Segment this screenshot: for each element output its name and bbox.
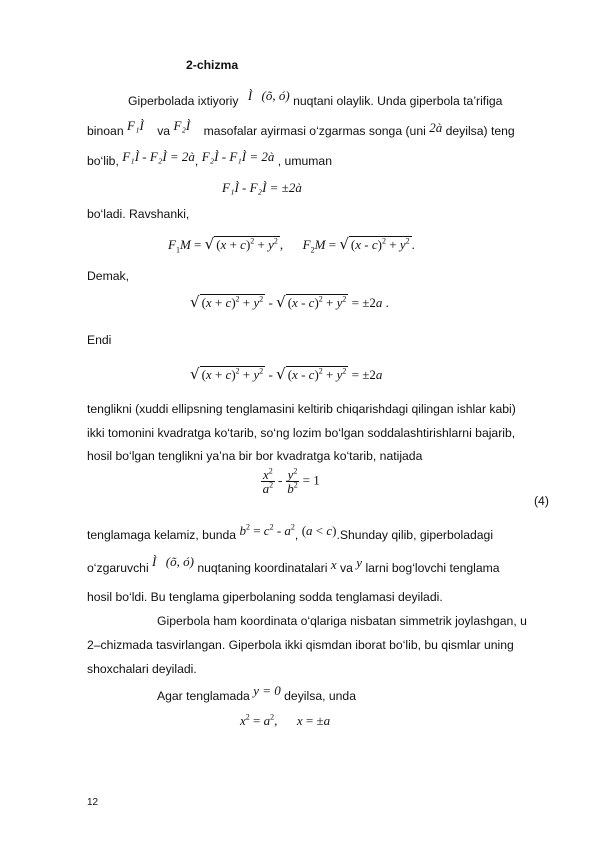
math-coords: (õ, ó): [165, 554, 194, 569]
page-number: 12: [87, 797, 99, 808]
text: deyilsa, unda: [284, 689, 356, 703]
text: Agar tenglamada: [157, 689, 250, 703]
text: deyilsa) teng: [445, 124, 515, 138]
math-diff2: F₂Ì - F₁Ì = 2à: [201, 149, 275, 164]
text-line: [87, 118, 515, 139]
text-line: ikki tomonini kvadratga ko‘tarib, so‘ng lozim bo‘lgan soddalashtirishlarni bajarib,: [87, 426, 516, 440]
text: larni bog‘lovchi tenglama: [365, 561, 500, 575]
equation-general: F₁Ì - F₂Ì = ±2à: [222, 180, 302, 195]
math-2a: 2à: [429, 120, 443, 135]
equation-endi: √ $(x + c)^2 + y^2$ - √ $(x - c)^2 + y^2 = \pm 2a$: [190, 365, 383, 383]
equation-final: $x^2 = a^2$, x = ±a: [240, 712, 331, 728]
math-point: Ì: [247, 88, 253, 103]
math-y-eq-0: y = 0: [253, 683, 281, 698]
text-line: Endi: [87, 333, 112, 347]
text-line: bo‘lib, F₁Ì - F₂Ì = 2à, F₂Ì - F₁Ì = 2à , umuman: [87, 149, 332, 168]
text-line: bo‘ladi. Ravshanki,: [87, 207, 190, 221]
text-line: hosil bo‘lgan tenglikni ya’na bir bor kvadratga ko‘tarib, natijada: [87, 449, 423, 463]
math-point: Ì: [152, 554, 157, 569]
text: masofalar ayirmasi o‘zgarmas songa (uni: [203, 124, 426, 138]
text-line: Demak,: [87, 269, 129, 283]
figure-caption: 2-chizma: [186, 58, 239, 72]
text: o‘zgaruvchi: [87, 561, 149, 575]
text: tenglamaga kelamiz, bunda: [87, 528, 237, 542]
text: Giperbolada ixtiyoriy: [128, 94, 239, 108]
equation-canonical: $\frac{x^2}{a^2}$ - $\frac{y^2}{b^2}$ = 1: [262, 466, 320, 496]
text: , umuman: [277, 154, 332, 168]
text-line: [157, 683, 356, 704]
math-F1M: F₁Ì: [127, 118, 144, 133]
text-line: tenglamaga kelamiz, bunda $b^2 = c^2 - a^2$, (a < c).Shunday qilib, giperboladagi: [87, 522, 494, 542]
text-line: shoxchalari deyiladi.: [87, 662, 197, 676]
math-diff1: F₁Ì - F₂Ì = 2à: [122, 149, 195, 164]
text: va: [157, 124, 171, 138]
math-a-lt-c: (a < c): [301, 523, 337, 538]
math-F2M: F₂Ì: [173, 118, 191, 133]
math-b2: $b^2 = c^2 - a^2$: [239, 522, 295, 538]
equation-demak: √ $(x + c)^2 + y^2$ - √ $(x - c)^2 + y^2 = \pm 2a$ .: [190, 293, 389, 311]
text: nuqtani olaylik. Unda giperbola ta’rifiga: [293, 94, 503, 108]
text: nuqtaning koordinatalari: [197, 561, 328, 575]
equation-distances: $F_1M$ = √ $(x + c)^2 + y^2$ , $F_2M$ = √ $(x - c)^2 + y^2$ .: [168, 235, 415, 255]
text-line: 2–chizmada tasvirlangan. Giperbola ikki qismdan iborat bo‘lib, bu qismlar uning: [87, 638, 514, 652]
math-coords: (õ, ó): [261, 88, 290, 103]
math-x: x: [330, 557, 337, 572]
math-y: y: [356, 555, 363, 570]
text: .Shunday qilib, giperboladagi: [336, 528, 494, 542]
text: binoan: [87, 124, 124, 138]
text-line: tenglikni (xuddi ellipsning tenglamasini keltirib chiqarishdagi qilingan ishlar kabi): [87, 402, 516, 416]
equation-number: (4): [534, 494, 549, 508]
text: va: [340, 561, 353, 575]
text-line: [87, 554, 500, 576]
text-line: Giperbola ham koordinata o‘qlariga nisbatan simmetrik joylashgan, u: [157, 614, 527, 628]
text-line: [128, 88, 503, 109]
text-line: hosil bo‘ldi. Bu tenglama giperbolaning sodda tenglamasi deyiladi.: [87, 590, 443, 604]
text: bo‘lib,: [87, 154, 119, 168]
